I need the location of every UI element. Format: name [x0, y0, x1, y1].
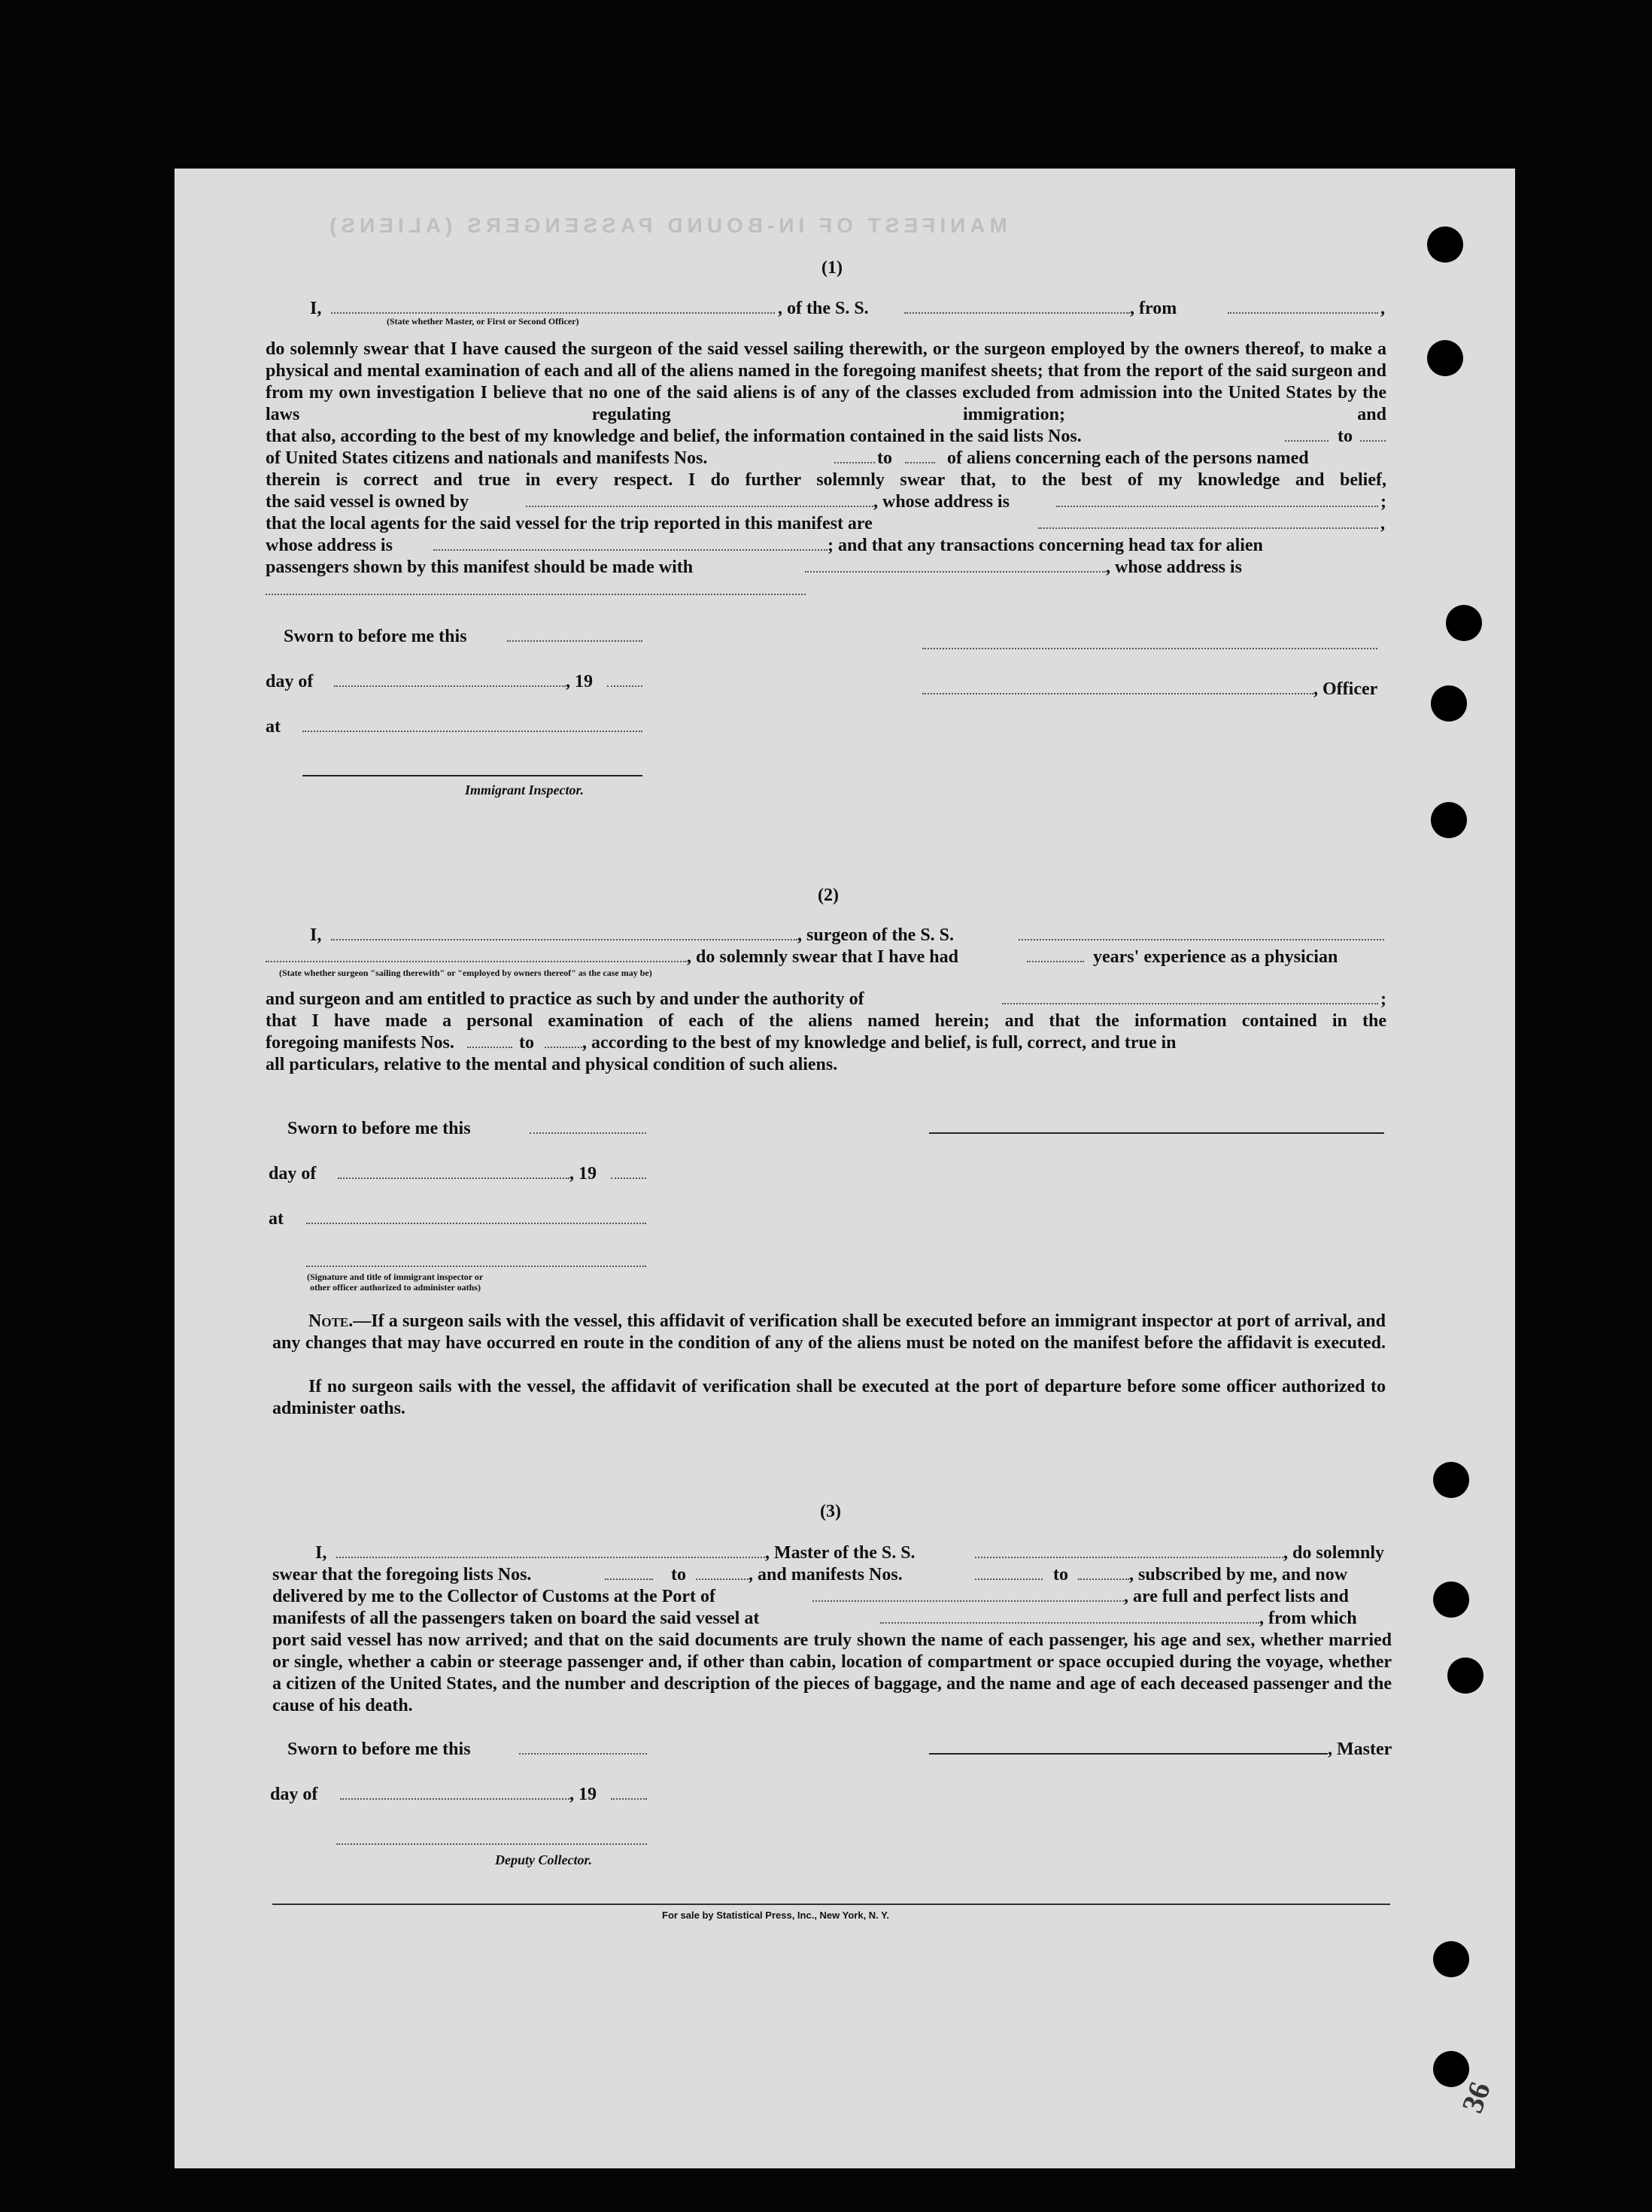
- s1-sworn: Sworn to before me this: [284, 627, 467, 646]
- s1-year-blank[interactable]: [607, 685, 642, 687]
- s1-lists-from-blank[interactable]: [1285, 440, 1329, 442]
- s3-master-label: , Master: [1328, 1740, 1392, 1759]
- s2-sworn: Sworn to before me this: [287, 1119, 471, 1138]
- s1-head-tax-blank[interactable]: [805, 571, 1106, 573]
- s1-at-blank[interactable]: [302, 731, 642, 732]
- s2-capacity-note: (State whether surgeon "sailing therewith" or "employed by owners thereof" as the case may be): [279, 968, 652, 978]
- s1-from: , from: [1130, 299, 1177, 318]
- s2-signature-note-2: other officer authorized to administer oaths): [310, 1282, 481, 1293]
- s1-i: I,: [310, 299, 322, 318]
- s1-manifests-to-blank[interactable]: [905, 462, 935, 463]
- s3-year: , 19: [569, 1785, 597, 1804]
- s1-year: , 19: [566, 672, 593, 691]
- punch-hole: [1431, 685, 1467, 722]
- punch-hole: [1433, 1582, 1469, 1618]
- punch-hole: [1427, 340, 1463, 376]
- s2-sworn-blank[interactable]: [530, 1132, 646, 1134]
- section-3-number: (3): [820, 1502, 841, 1521]
- s1-officer-signature-line-2[interactable]: [922, 693, 1313, 694]
- s2-capacity-blank[interactable]: [266, 961, 687, 962]
- s1-from-blank[interactable]: [1228, 312, 1378, 314]
- s3-master-of-ss: , Master of the S. S.: [765, 1543, 916, 1563]
- s1-inspector-signature-line[interactable]: [302, 775, 642, 776]
- s3-sworn: Sworn to before me this: [287, 1740, 471, 1759]
- s2-at-blank[interactable]: [306, 1223, 646, 1224]
- s2-semicolon: ;: [1380, 989, 1386, 1009]
- s1-officer-label: , Officer: [1313, 679, 1378, 699]
- s2-day-of: day of: [269, 1164, 317, 1183]
- s2-to: to: [519, 1033, 534, 1053]
- s2-signature-note-1: (Signature and title of immigrant inspector or: [307, 1272, 484, 1282]
- s2-authority-blank[interactable]: [1002, 1003, 1378, 1004]
- s1-aliens-text: of aliens concerning each of the persons named: [947, 448, 1309, 468]
- s1-lists-nos-text: that also, according to the best of my knowledge and belief, the information contained in the said lists Nos.: [266, 427, 1082, 446]
- s3-i: I,: [315, 1543, 327, 1563]
- s3-collector-signature-line[interactable]: [336, 1843, 647, 1845]
- s2-surgeon-signature-line[interactable]: [929, 1132, 1384, 1134]
- section-2-number: (2): [818, 886, 839, 905]
- footer-imprint: For sale by Statistical Press, Inc., New York, N. Y.: [662, 1910, 890, 1921]
- s1-paragraph-4: therein is correct and true in every respect. I do further solemnly swear that, to the best of my knowledge and belief,: [266, 470, 1386, 490]
- s2-inspector-signature-line[interactable]: [306, 1266, 646, 1267]
- s1-agent-address-label: whose address is: [266, 536, 393, 555]
- s1-vessel-blank[interactable]: [904, 312, 1130, 314]
- note-label: Note.: [308, 1311, 354, 1331]
- s2-particulars-text: all particulars, relative to the mental and physical condition of such aliens.: [266, 1055, 838, 1074]
- s3-sworn-blank[interactable]: [519, 1753, 647, 1755]
- s3-from-which: , from which: [1259, 1609, 1357, 1628]
- s3-subscribed-text: , subscribed by me, and now: [1129, 1565, 1348, 1585]
- s1-inspector-label: Immigrant Inspector.: [465, 782, 585, 798]
- s2-surgeon-name-blank[interactable]: [331, 939, 797, 940]
- header-bleedthrough: MANIFEST OF IN-BOUND PASSENGERS (ALIENS): [325, 214, 1007, 237]
- s3-boarded-text: manifests of all the passengers taken on board the said vessel at: [272, 1609, 760, 1628]
- s2-manifests-from-blank[interactable]: [467, 1047, 512, 1048]
- s1-of-ss: , of the S. S.: [778, 299, 869, 318]
- s2-year: , 19: [569, 1164, 597, 1183]
- s1-citizens-text: of United States citizens and nationals and manifests Nos.: [266, 448, 708, 468]
- s1-to: to: [1338, 427, 1353, 446]
- s3-day-of: day of: [270, 1785, 318, 1804]
- s2-belief-text: , according to the best of my knowledge and belief, is full, correct, and true in: [582, 1033, 1177, 1053]
- s3-to-1: to: [671, 1565, 686, 1585]
- s2-vessel-blank[interactable]: [1019, 939, 1384, 940]
- s3-boarding-port-blank[interactable]: [880, 1622, 1259, 1624]
- s1-manifests-from-blank[interactable]: [834, 462, 875, 463]
- s2-manifests-to-blank[interactable]: [545, 1047, 582, 1048]
- s2-manifests-text: foregoing manifests Nos.: [266, 1033, 454, 1053]
- s3-lists-from-blank[interactable]: [605, 1578, 653, 1580]
- s3-year-blank[interactable]: [611, 1798, 647, 1800]
- section-1-number: (1): [821, 258, 843, 278]
- s3-collector-label: Deputy Collector.: [495, 1852, 592, 1867]
- s1-agents-blank[interactable]: [1038, 527, 1378, 529]
- punch-hole: [1447, 1657, 1483, 1694]
- s2-at: at: [269, 1209, 284, 1229]
- s2-years-blank[interactable]: [1027, 961, 1084, 962]
- s1-comma-2: ,: [1380, 514, 1385, 533]
- s1-owned-by: the said vessel is owned by: [266, 492, 469, 512]
- s3-master-signature-line[interactable]: [929, 1753, 1328, 1755]
- s3-vessel-blank[interactable]: [975, 1557, 1283, 1558]
- s1-owner-address-label: , whose address is: [873, 492, 1010, 512]
- s2-examination-text: that I have made a personal examination of each of the aliens named herein; and that the information contained in the: [266, 1011, 1386, 1031]
- s3-solemnly: , do solemnly: [1283, 1543, 1385, 1563]
- s1-officer-name-blank[interactable]: [331, 312, 775, 314]
- s1-officer-note: (State whether Master, or First or Second Officer): [387, 316, 579, 327]
- note-text-1: —If a surgeon sails with the vessel, this affidavit of verification shall be executed before an immigrant inspector at port of arrival, and any changes that may have occurred en route in the condition of any of the aliens must be noted on the manifest before the affidavit is executed.: [272, 1311, 1386, 1353]
- punch-hole: [1446, 605, 1482, 641]
- s1-to-2: to: [877, 448, 892, 468]
- s3-manifests-from-blank[interactable]: [975, 1578, 1043, 1580]
- punch-hole: [1433, 1941, 1469, 1977]
- s3-lists-text: swear that the foregoing lists Nos.: [272, 1565, 532, 1585]
- s3-manifests-text: , and manifests Nos.: [749, 1565, 903, 1585]
- s3-master-name-blank[interactable]: [336, 1557, 765, 1558]
- s3-to-2: to: [1053, 1565, 1068, 1585]
- s3-port-blank[interactable]: [812, 1600, 1124, 1602]
- s1-sworn-blank[interactable]: [507, 640, 642, 642]
- s3-perfect-text: , are full and perfect lists and: [1124, 1587, 1349, 1606]
- punch-hole: [1431, 802, 1467, 838]
- s1-lists-to-blank[interactable]: [1360, 440, 1386, 442]
- s3-lists-to-blank[interactable]: [696, 1578, 749, 1580]
- s1-head-tax-address-blank[interactable]: [266, 594, 806, 595]
- s1-paragraph-1: do solemnly swear that I have caused the surgeon of the said vessel sailing therewith, or the surgeon employed by the owners thereof, to make a physical and mental examination of each and all of the aliens named in the foregoing manifest sheets; that from the report of the said surgeon and from my own investigation I believe that no one of the said aliens is of any of the classes excluded from admission into the United States by the laws regulating immigration; and: [266, 339, 1386, 424]
- s1-agent-address-blank[interactable]: [433, 549, 828, 551]
- s1-at: at: [266, 717, 281, 737]
- s3-day-blank[interactable]: [340, 1798, 569, 1800]
- note-paragraph-1: [272, 1311, 1386, 1354]
- s3-paragraph: port said vessel has now arrived; and that on the said documents are truly shown the name of each passenger, his age and sex, whether married or single, whether a cabin or steerage passenger and, if other than cabin, location of compartment or space occupied during the voyage, whether a citizen of the United States, and the number and description of the pieces of baggage, and the name and age of each deceased passenger and the cause of his death.: [272, 1630, 1392, 1715]
- s2-i: I,: [310, 925, 322, 945]
- s2-years-text: years' experience as a physician: [1093, 947, 1338, 967]
- s1-head-tax-text: ; and that any transactions concerning head tax for alien: [828, 536, 1263, 555]
- note-paragraph-2: If no surgeon sails with the vessel, the affidavit of verification shall be executed at the port of departure before some officer authorized to administer oaths.: [272, 1377, 1386, 1418]
- s1-head-tax-address-label: , whose address is: [1106, 558, 1242, 577]
- page-mark: 36: [1455, 2077, 1497, 2117]
- punch-hole: [1427, 226, 1463, 263]
- s2-day-blank[interactable]: [338, 1177, 569, 1179]
- s1-semicolon: ;: [1380, 492, 1386, 512]
- s1-owner-address-blank[interactable]: [1056, 506, 1378, 507]
- s3-collector-text: delivered by me to the Collector of Customs at the Port of: [272, 1587, 715, 1606]
- s1-comma: ,: [1380, 299, 1385, 318]
- s2-year-blank[interactable]: [611, 1177, 646, 1179]
- s1-passengers-text: passengers shown by this manifest should be made with: [266, 558, 694, 577]
- s1-day-blank[interactable]: [334, 685, 566, 687]
- s1-owner-blank[interactable]: [526, 506, 873, 507]
- s1-day-of: day of: [266, 672, 314, 691]
- s1-agents-text: that the local agents for the said vessel for the trip reported in this manifest are: [266, 514, 873, 533]
- s2-surgeon-of-ss: , surgeon of the S. S.: [797, 925, 955, 945]
- document-page: [175, 169, 1515, 2168]
- s2-swear-text: , do solemnly swear that I have had: [687, 947, 958, 967]
- s3-manifests-to-blank[interactable]: [1078, 1578, 1129, 1580]
- punch-hole: [1433, 1462, 1469, 1498]
- s2-authority-text: and surgeon and am entitled to practice as such by and under the authority of: [266, 989, 864, 1009]
- footer-rule: [272, 1904, 1390, 1905]
- s1-officer-signature-line-1[interactable]: [922, 648, 1377, 649]
